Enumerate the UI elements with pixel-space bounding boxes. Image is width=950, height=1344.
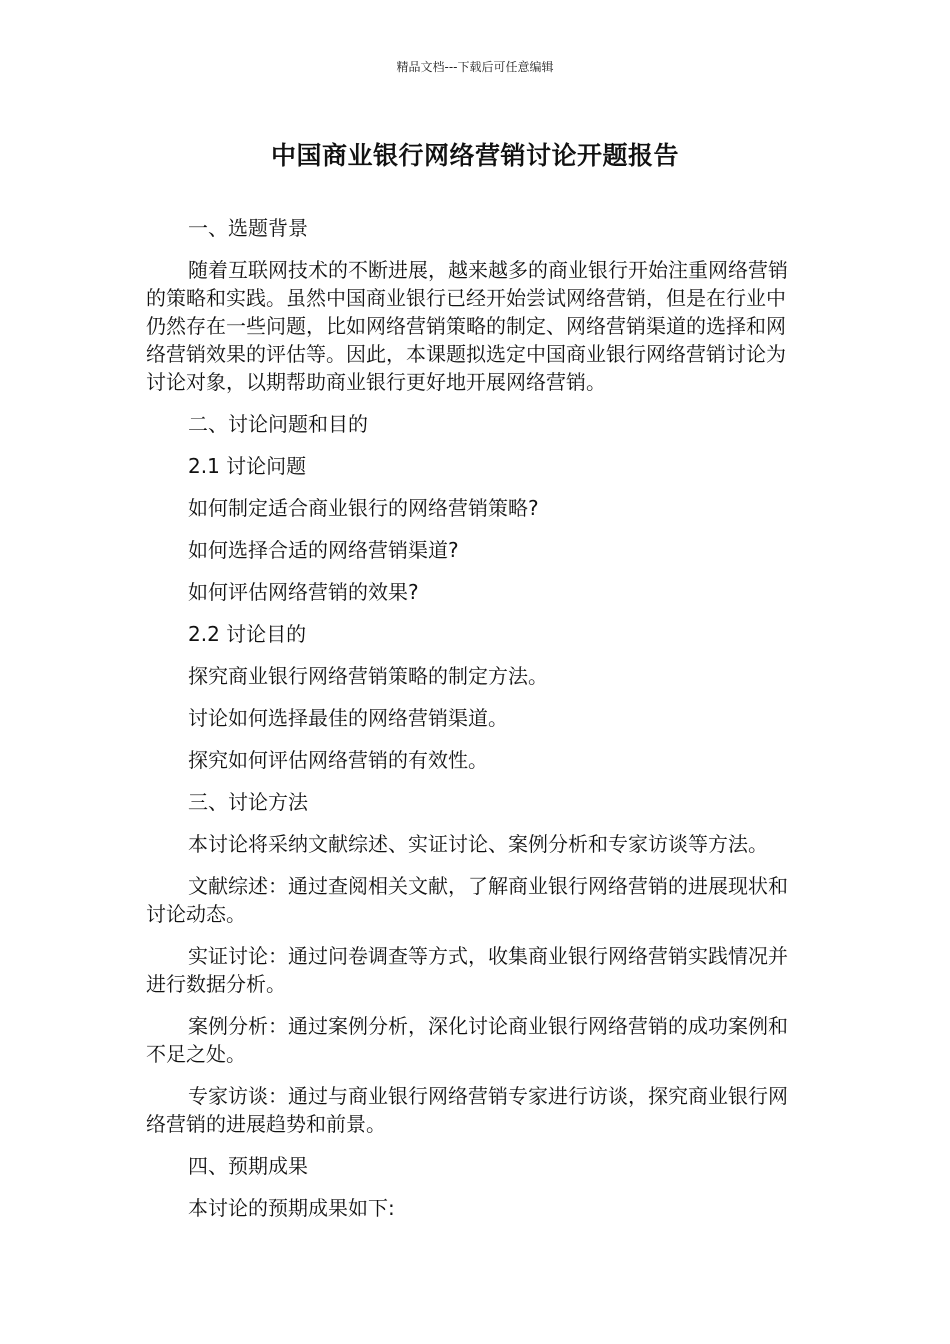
body-paragraph: 专家访谈：通过与商业银行网络营销专家进行访谈，探究商业银行网络营销的进展趋势和前景。 bbox=[146, 1084, 788, 1136]
list-item: 讨论如何选择最佳的网络营销渠道。 bbox=[188, 706, 508, 730]
section-heading-2: 二、讨论问题和目的 bbox=[188, 412, 368, 436]
body-paragraph: 本讨论的预期成果如下: bbox=[188, 1196, 395, 1220]
subsection-heading: 2.1 讨论问题 bbox=[188, 454, 307, 478]
document-title: 中国商业银行网络营销讨论开题报告 bbox=[270, 141, 679, 170]
body-paragraph: 案例分析：通过案例分析，深化讨论商业银行网络营销的成功案例和不足之处。 bbox=[146, 1014, 788, 1066]
list-item: 探究如何评估网络营销的有效性。 bbox=[188, 748, 488, 772]
body-paragraph: 本讨论将采纳文献综述、实证讨论、案例分析和专家访谈等方法。 bbox=[188, 832, 768, 856]
list-item: 如何评估网络营销的效果? bbox=[188, 580, 419, 604]
section-heading-4: 四、预期成果 bbox=[188, 1154, 308, 1178]
body-paragraph: 实证讨论：通过问卷调查等方式，收集商业银行网络营销实践情况并进行数据分析。 bbox=[146, 944, 788, 996]
list-item: 如何制定适合商业银行的网络营销策略? bbox=[188, 496, 539, 520]
document-body bbox=[146, 214, 794, 1236]
list-item: 探究商业银行网络营销策略的制定方法。 bbox=[188, 664, 548, 688]
section-heading-1: 一、选题背景 bbox=[188, 216, 308, 240]
subsection-heading: 2.2 讨论目的 bbox=[188, 622, 307, 646]
body-paragraph: 文献综述：通过查阅相关文献，了解商业银行网络营销的进展现状和讨论动态。 bbox=[146, 874, 788, 926]
section-heading-3: 三、讨论方法 bbox=[188, 790, 308, 814]
header-note: 精品文档---下载后可任意编辑 bbox=[396, 60, 554, 74]
body-paragraph: 随着互联网技术的不断进展，越来越多的商业银行开始注重网络营销的策略和实践。虽然中国商业银行已经开始尝试网络营销，但是在行业中仍然存在一些问题，比如网络营销策略的制定、网络营销渠道的选择和网络营销效果的评估等。因此，本课题拟选定中国商业银行网络营销讨论为讨论对象，以期帮助商业银行更好地开展网络营销。 bbox=[146, 258, 788, 394]
list-item: 如何选择合适的网络营销渠道? bbox=[188, 538, 459, 562]
